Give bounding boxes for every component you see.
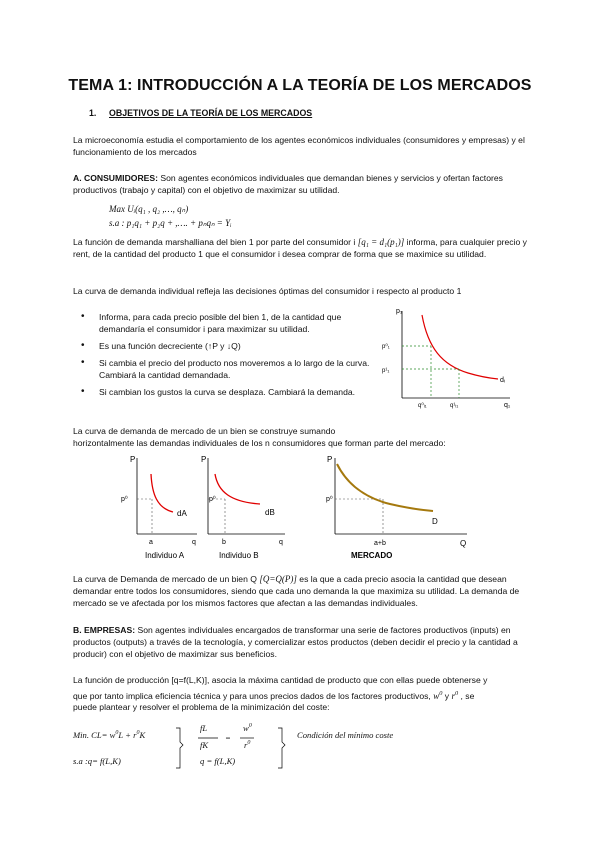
market-curve-paragraph: [73, 573, 533, 609]
demand-pre: La función de demanda marshalliana del bien 1 por parte del consumidor i: [73, 237, 358, 247]
fraction-w0: $w^0$: [243, 723, 252, 733]
demand-formula: [q₁ = d₁(p₁)]: [357, 237, 405, 247]
production-line-1: La función de producción [q=f(L,K)], asocia la máxima cantidad de producto que con ellas puede obtenerse y: [73, 675, 488, 685]
constraint-formula: s.a :q= f(L,K): [73, 756, 121, 766]
curve-label: dᵢ: [500, 377, 505, 384]
price-label: p⁰: [121, 496, 128, 503]
demand-curve-a: [151, 474, 173, 512]
list-item: • Informa, para cada precio posible del bien 1, de la cantidad que demandaría el consumidor i para maximizar su utilidad.: [73, 311, 373, 335]
curve-label: dA: [177, 509, 187, 518]
market-intro-1: La curva de demanda de mercado de un bien se construye sumando: [73, 426, 336, 436]
fraction-fk: fK: [200, 740, 209, 750]
left-brace: [176, 728, 183, 768]
demand-paragraph: [73, 236, 533, 260]
market-demand-charts: [115, 452, 480, 562]
consumers-label: A. CONSUMIDORES:: [73, 173, 158, 183]
chart-caption: Individuo B: [219, 551, 259, 560]
qty-label-low: q⁰ᵢ₁: [418, 403, 427, 409]
fraction-r0: $r^0$: [244, 740, 251, 750]
superscript: 0: [439, 690, 443, 697]
budget-formula: s.a : p₁q₁ + p₂q + ,…. + pₙqₙ = Yᵢ: [109, 218, 232, 228]
individual-demand-chart: [380, 303, 520, 415]
price-label: p⁰: [326, 496, 333, 503]
market-curve-formula: [Q=Q(P)]: [259, 574, 297, 584]
firms-label: B. EMPRESAS:: [73, 625, 136, 635]
chart-individual-b: [201, 455, 285, 560]
qty-label: a+b: [374, 540, 386, 547]
production-line-3: puede plantear y resolver el problema de la minimización del coste:: [73, 702, 330, 712]
production-constraint: q = f(L,K): [200, 756, 236, 766]
price-label-high: p⁰₁: [382, 344, 390, 350]
price-label: p⁰: [209, 496, 216, 503]
y-axis-label: p₁: [396, 308, 403, 315]
section-number: 1.: [89, 108, 97, 118]
qty-label: a: [149, 539, 153, 546]
demand-post: informa, para cualquier precio y rent, de la cantidad del producto 1 que el consumidor i desea comprar de forma que se maximice su utilidad.: [73, 237, 527, 259]
list-item: • Si cambian los gustos la curva se desplaza. Cambiará la demanda.: [73, 386, 373, 398]
qty-label-high: q¹ᵢ₁: [450, 403, 459, 409]
axis-label: q: [279, 539, 283, 546]
axis-label: P: [201, 455, 207, 464]
production-line-2: [73, 688, 543, 702]
axis-label: P: [130, 455, 136, 464]
min-cost-condition: Condición del mínimo coste: [297, 730, 394, 740]
demand-properties-list: [73, 311, 373, 403]
x-axis-label: q₁: [504, 402, 511, 409]
chart-market: [326, 455, 467, 560]
firms-paragraph: [73, 624, 533, 660]
cost-min-system: [170, 722, 300, 774]
price-label-low: p¹₁: [382, 368, 390, 374]
demand-curve-b: [215, 474, 260, 504]
rent-symbol: $r^0$: [451, 690, 459, 701]
chart-caption: Individuo A: [145, 551, 185, 560]
page-title: TEMA 1: INTRODUCCIÓN A LA TEORÍA DE LOS MERCADOS: [68, 77, 532, 94]
market-intro-2: horizontalmente las demandas individuales de los n consumidores que forman parte del mercado:: [73, 438, 446, 448]
demand-curve: [422, 315, 498, 379]
market-demand-curve: [337, 464, 433, 511]
fraction-fl: fL: [200, 723, 208, 733]
min-cost-formula: Min. $CL= w^0L + r^0K$: [73, 730, 146, 740]
list-item: • Si cambia el precio del producto nos moveremos a lo largo de la curva. Cambiará la cantidad demandada.: [73, 357, 373, 381]
qty-label: b: [222, 539, 226, 546]
intro-paragraph: La microeconomía estudia el comportamiento de los agentes económicos individuales (consumidores y empresas) y el funcionamiento de los mercados: [73, 135, 525, 157]
axis-label: q: [192, 539, 196, 546]
production-line-2-pre: que por tanto implica eficiencia técnica y para unos precios dados de los factores productivos,: [73, 691, 434, 701]
market-curve-post: es la que a cada precio asocia la cantidad que desean demandar entre todos los consumidores, siendo que cada uno demanda la que maximiza su utilidad. La demanda de mercado se ve afectada por los mismos factores que afectan a las demandas individuales.: [73, 574, 520, 608]
curve-paragraph: La curva de demanda individual refleja las decisiones óptimas del consumidor i respecto al producto 1: [73, 286, 462, 296]
axis-label: Q: [460, 539, 467, 548]
consumers-paragraph: [73, 172, 533, 196]
chart-caption: MERCADO: [351, 551, 393, 560]
axis-label: P: [327, 455, 333, 464]
firms-text: Son agentes individuales encargados de transformar una serie de factores productivos (inputs) en productos (outputs) a través de la tecnología, y comercializar estos productos (deben decidir el precio y la cantidad a producir) con el objetivo de maximizar sus beneficios.: [73, 625, 518, 659]
utility-formula: Max Uᵢ(q₁ , q₂ ,…, qₙ): [109, 204, 189, 214]
list-item: • Es una función decreciente (↑P y ↓Q): [73, 340, 373, 352]
curve-label: D: [432, 517, 438, 526]
chart-individual-a: [121, 455, 197, 560]
right-brace: [278, 728, 285, 768]
wage-symbol: $w^0$: [433, 690, 443, 701]
market-curve-pre: La curva de Demanda de mercado de un bien Q: [73, 574, 260, 584]
equals-sign: =: [225, 733, 231, 743]
and-word: y: [442, 691, 452, 701]
consumers-text: Son agentes económicos individuales que demandan bienes y servicios y ofertan factores productivos (trabajo y capital) con el objetivo de maximizar su utilidad.: [73, 173, 503, 195]
curve-label: dB: [265, 508, 275, 517]
production-line-2-post: , se: [458, 691, 475, 701]
section-title: OBJETIVOS DE LA TEORÍA DE LOS MERCADOS: [109, 108, 313, 118]
section-heading: [89, 108, 312, 118]
superscript: 0: [454, 690, 459, 697]
